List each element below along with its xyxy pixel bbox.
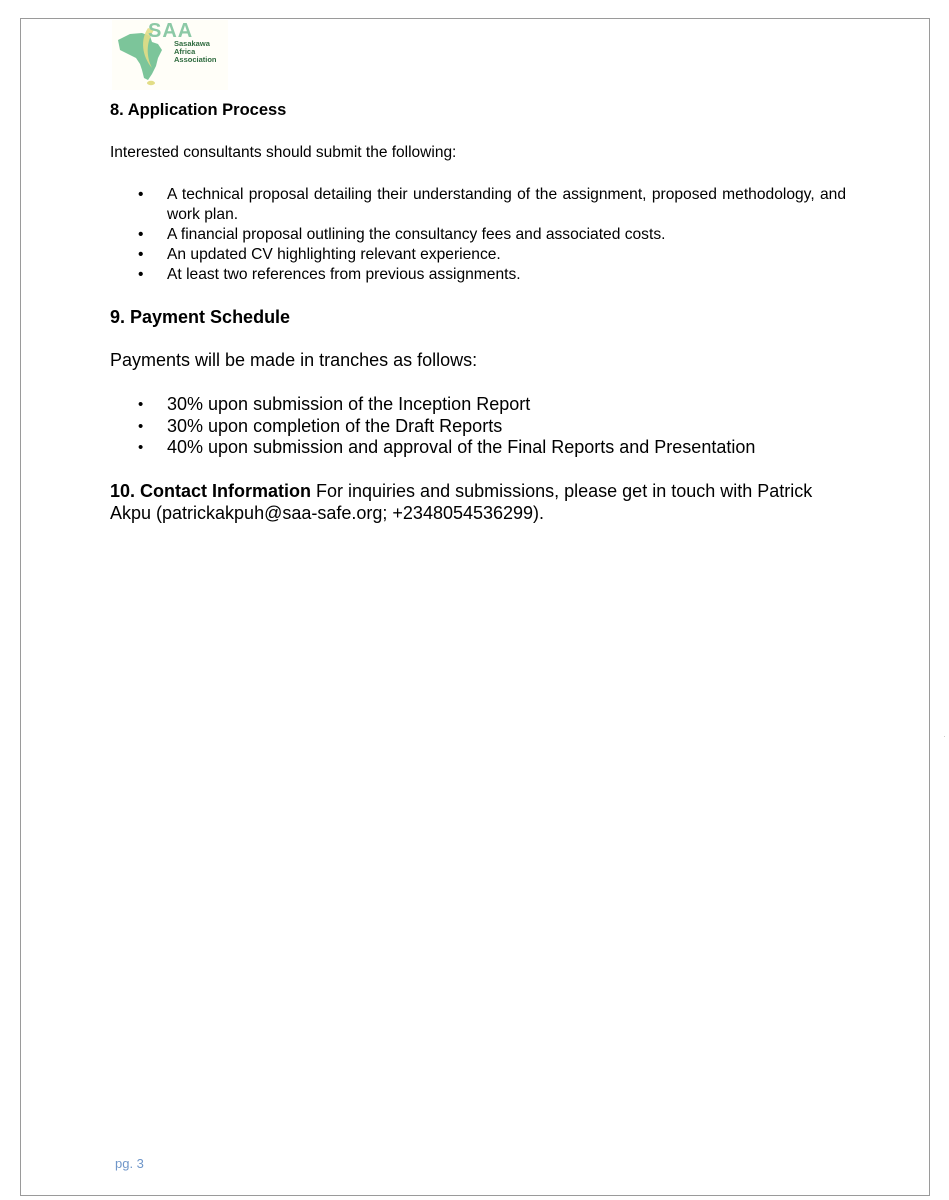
section-9-list <box>138 394 846 459</box>
section-9-intro: Payments will be made in tranches as follows: <box>110 350 478 370</box>
scroll-edge-mark <box>944 736 945 737</box>
section-10-heading: 10. Contact Information <box>110 481 312 501</box>
section-10-paragraph <box>110 480 846 524</box>
section-8-intro: Interested consultants should submit the following: <box>110 144 457 161</box>
list-item: • A technical proposal detailing their understanding of the assignment, proposed methodology, and work plan. <box>138 185 846 225</box>
saa-logo-graphic <box>112 20 228 90</box>
leaf-dot-icon <box>147 81 155 85</box>
section-9-heading: 9. Payment Schedule <box>110 307 291 327</box>
logo-line2: Africa <box>174 47 196 56</box>
logo-line3: Association <box>174 55 217 64</box>
section-8-heading: 8. Application Process <box>110 101 287 119</box>
list-item: • At least two references from previous assignments. <box>138 265 846 285</box>
list-item: • 30% upon submission of the Inception Report <box>138 394 846 416</box>
saa-logo <box>112 20 228 90</box>
list-item: • An updated CV highlighting relevant experience. <box>138 245 846 265</box>
section-8-list <box>138 185 846 285</box>
list-item: • 30% upon completion of the Draft Reports <box>138 416 846 438</box>
page-number: pg. 3 <box>115 1156 144 1171</box>
list-item: • 40% upon submission and approval of the Final Reports and Presentation <box>138 437 846 459</box>
logo-acronym: SAA <box>148 20 194 42</box>
logo-line1: Sasakawa <box>174 39 210 48</box>
contact-text: For inquiries and submissions, please get in touch with Patrick Akpu (patrickakpuh@saa-safe.org; +2348054536299). <box>110 481 813 523</box>
list-item: • A financial proposal outlining the consultancy fees and associated costs. <box>138 225 846 245</box>
